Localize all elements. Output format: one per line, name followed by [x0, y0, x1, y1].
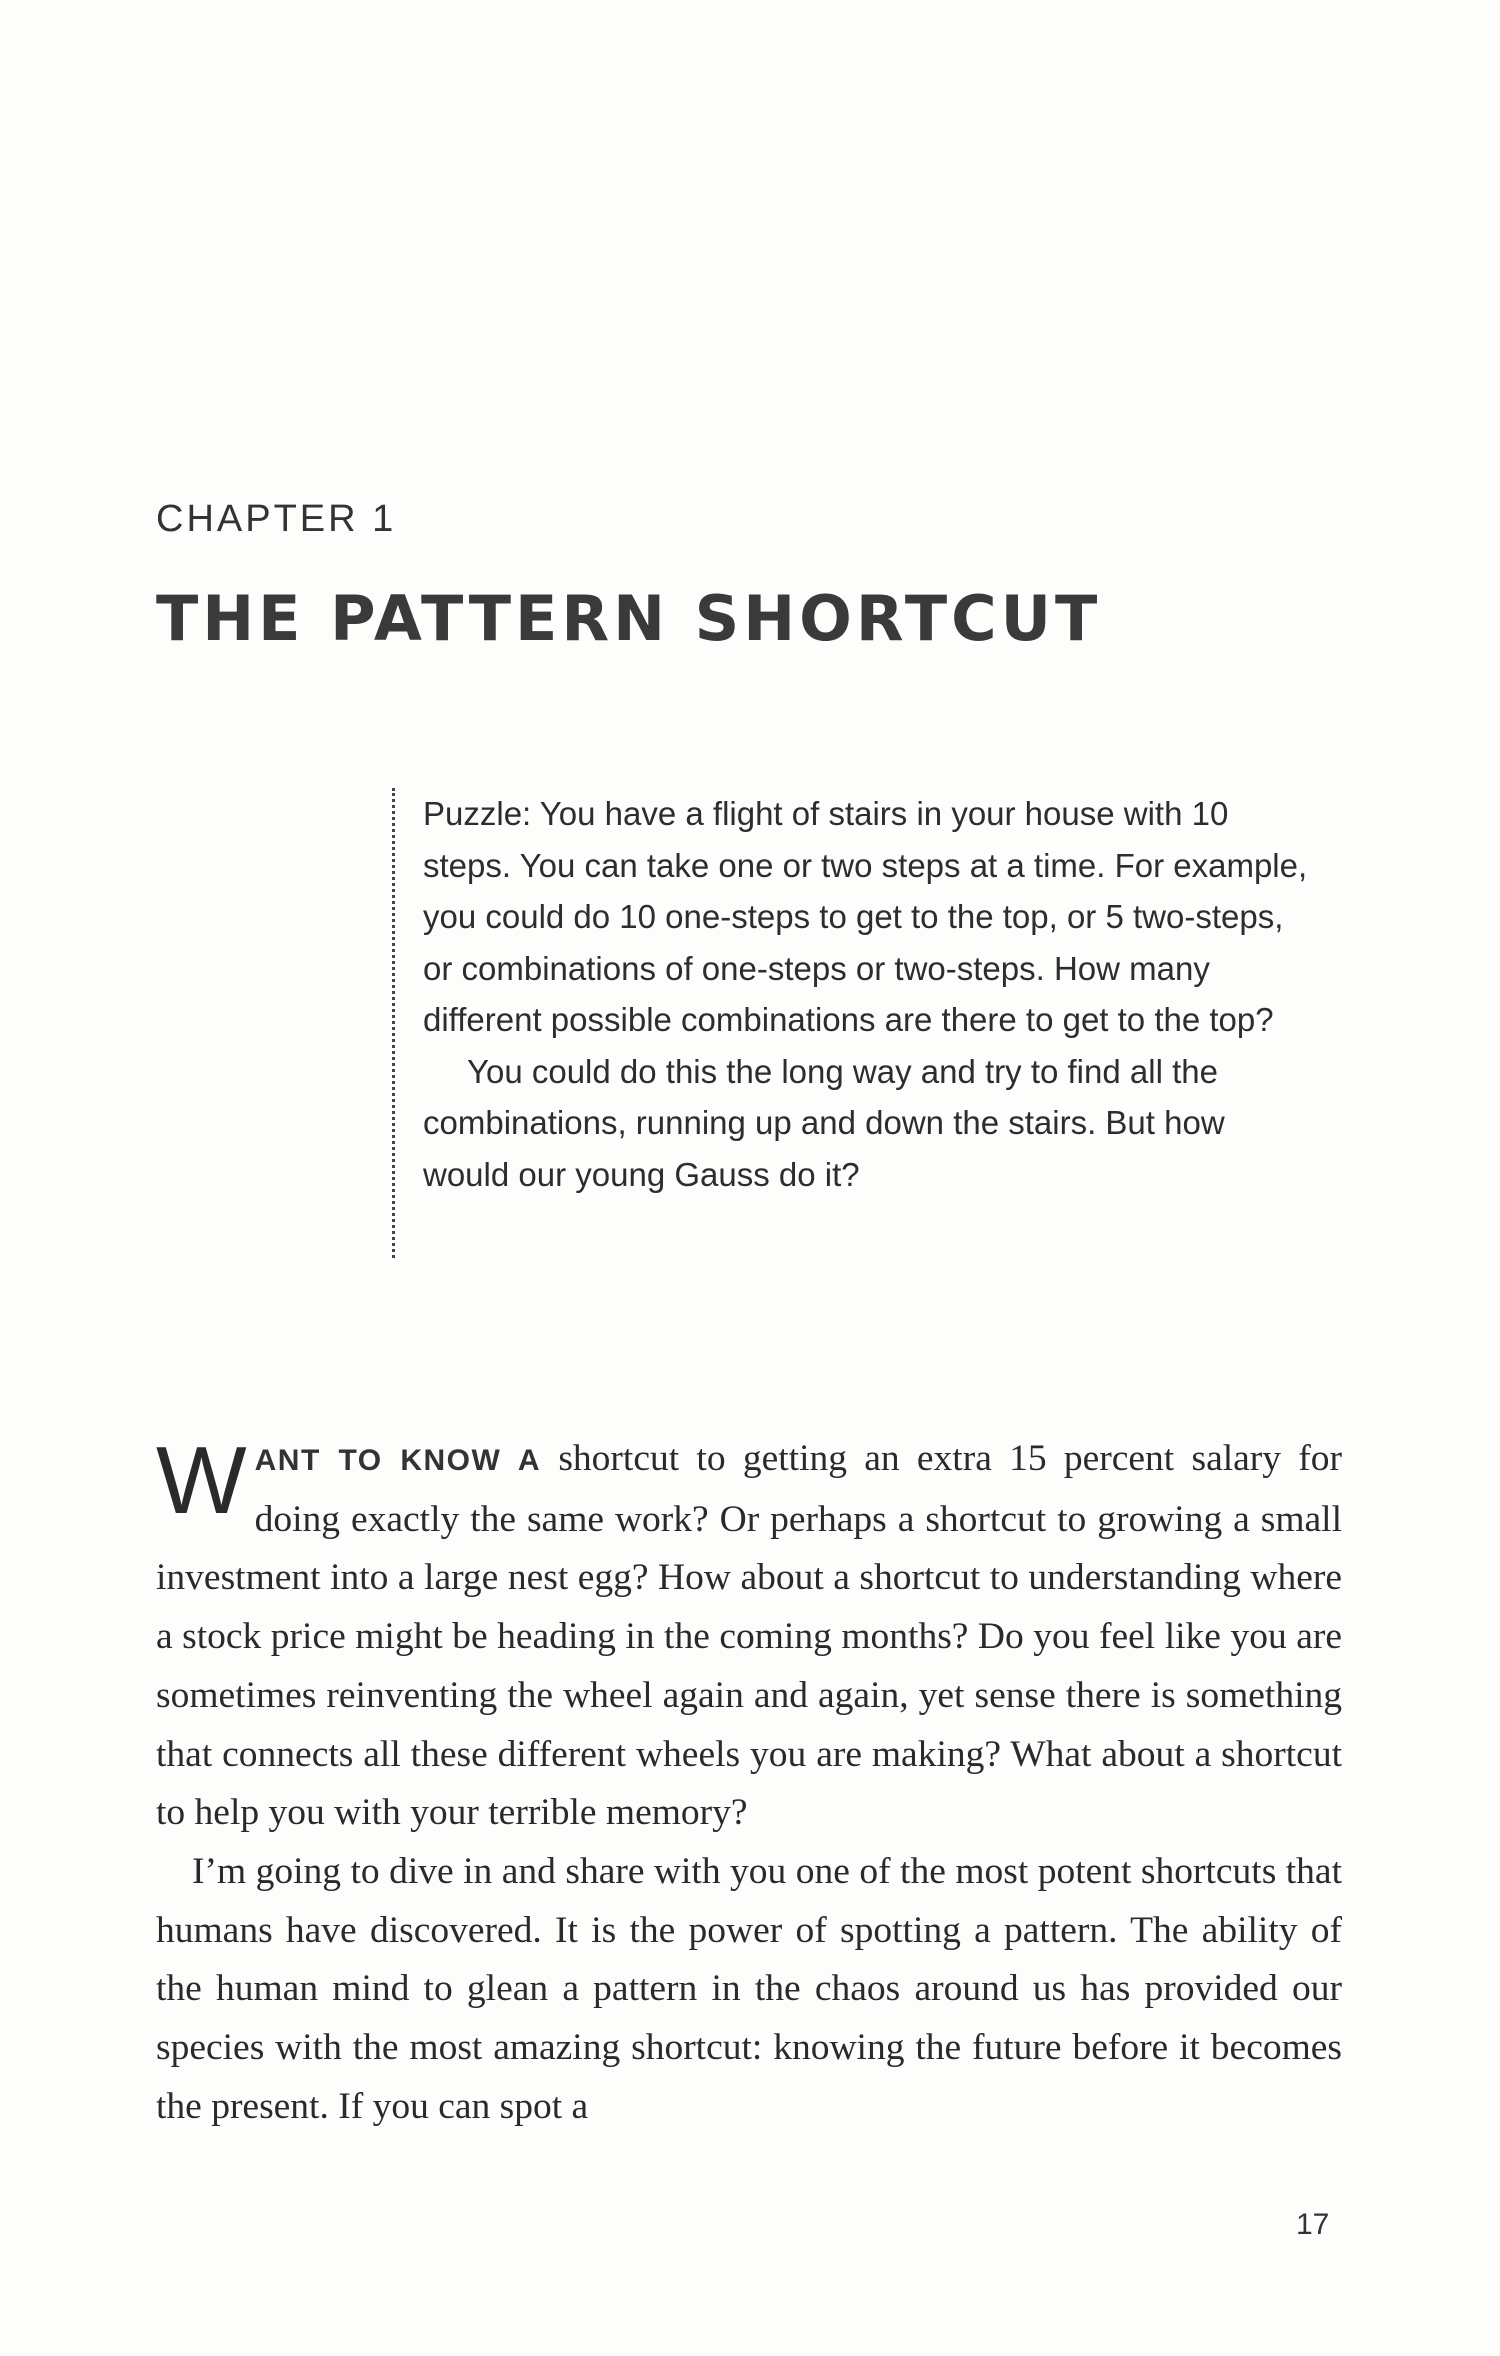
paragraph-text: shortcut to getting an extra 15 percent salary for doing exactly the same work? Or perhaps a shortcut to growing a small investment into a large nest egg? How about a shortcut to understanding where a stock price might be heading in the coming months? Do you feel like you are sometimes reinventing the wheel again and again, yet sense there is something that connects all these different wheels you are making? What about a shortcut to help you with your terrible memory? — [156, 1438, 1342, 1834]
chapter-label: CHAPTER 1 — [156, 498, 397, 540]
body-text — [156, 1427, 1342, 2136]
lead-in-small-caps: ANT TO KNOW A — [254, 1444, 542, 1477]
puzzle-paragraph: You could do this the long way and try to find all the combinations, running up and down the stairs. But how would our young Gauss do it? — [423, 1052, 1225, 1193]
puzzle-sidebar — [392, 788, 1312, 1258]
puzzle-paragraph: Puzzle: You have a flight of stairs in your house with 10 steps. You can take one or two steps at a time. For example, you could do 10 one-steps to get to the top, or 5 two-steps, or combinations of one-steps or two-steps. How many different possible combinations are there to get to the top? — [423, 795, 1308, 1038]
body-paragraph: I’m going to dive in and share with you one of the most potent shortcuts that humans have discovered. It is the power of spotting a pattern. The ability of the human mind to glean a pattern in the chaos around us has provided our species with the most amazing shortcut: knowing the future before it becomes the present. If you can spot a — [156, 1850, 1342, 2127]
chapter-title: THE PATTERN SHORTCUT — [156, 582, 1102, 655]
page-number: 17 — [1296, 2208, 1330, 2241]
body-paragraph — [156, 1427, 1342, 1843]
drop-cap: W — [156, 1427, 247, 1534]
